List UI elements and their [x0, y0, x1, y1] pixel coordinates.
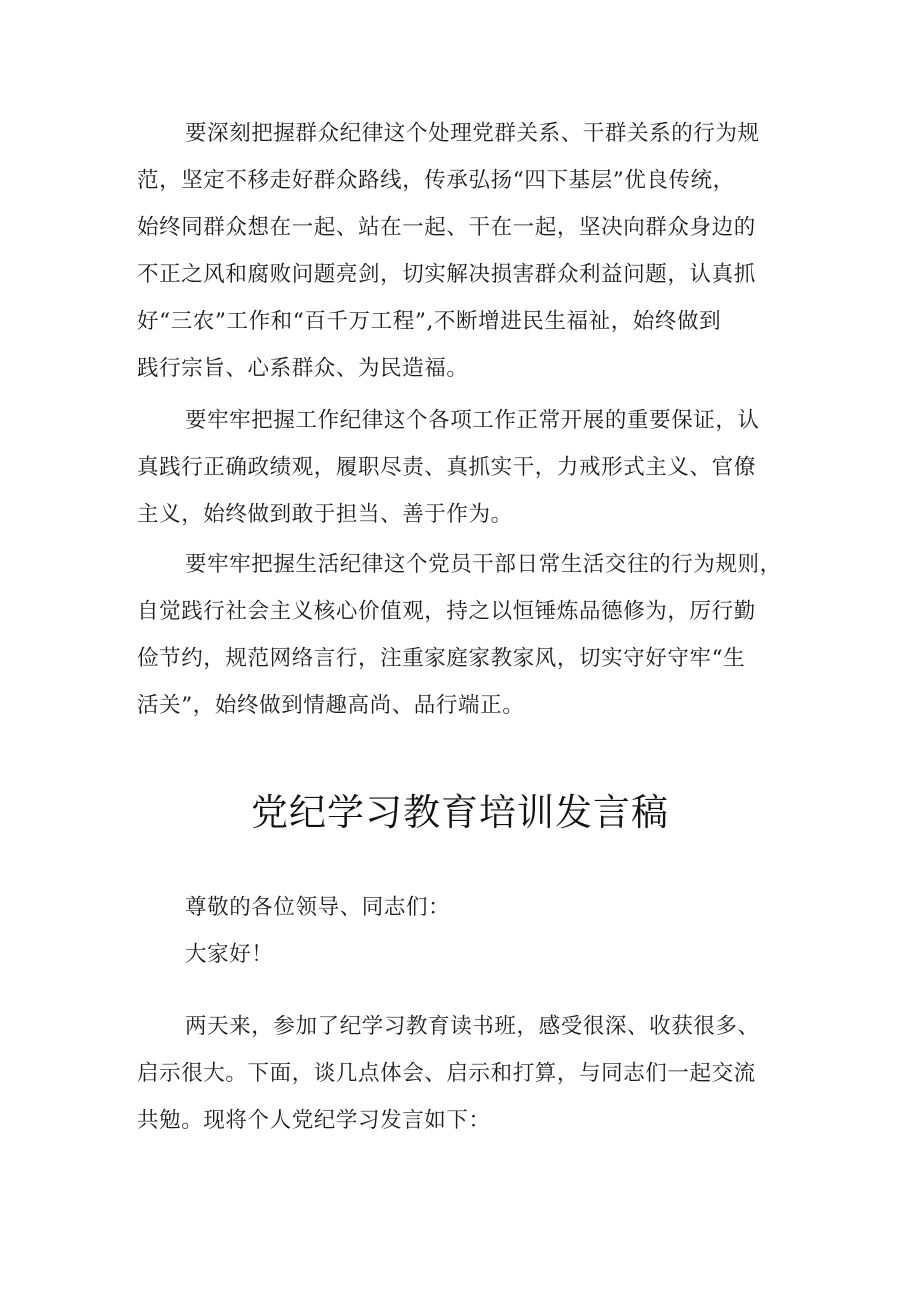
- greeting: 大家好！: [185, 942, 274, 967]
- paragraph-line: 真践行正确政绩观，履职尽责、真抓实干，力戒形式主义、官僚: [137, 455, 756, 480]
- paragraph-line: 要牢牢把握生活纪律这个党员干部日常生活交往的行为规则，: [185, 552, 782, 577]
- paragraph-line: 启示很大。下面，谈几点体会、启示和打算，与同志们一起交流: [137, 1061, 756, 1086]
- paragraph-line: 两天来，参加了纪学习教育读书班，感受很深、收获很多、: [185, 1014, 760, 1039]
- paragraph-line: 范，坚定不移走好群众路线，传承弘扬“四下基层”优良传统，: [137, 168, 735, 193]
- paragraph-line: 俭节约，规范网络言行，注重家庭家教家风，切实守好守牢“生: [137, 646, 746, 671]
- paragraph-line: 要深刻把握群众纪律这个处理党群关系、干群关系的行为规: [185, 121, 760, 146]
- salutation: 尊敬的各位领导、同志们：: [185, 895, 451, 920]
- paragraph-line: 自觉践行社会主义核心价值观，持之以恒锤炼品德修为，厉行勤: [137, 599, 756, 624]
- paragraph-line: 共勉。现将个人党纪学习发言如下：: [137, 1108, 491, 1133]
- paragraph-introduction: [137, 1003, 797, 1144]
- paragraph-line: 好“三农”工作和“百千万工程”,不断增进民生福祉，始终做到: [137, 309, 722, 334]
- paragraph-line: 活关”，始终做到情趣高尚、品行端正。: [137, 693, 525, 718]
- paragraph-line: 不正之风和腐败问题亮剑，切实解决损害群众利益问题，认真抓: [137, 262, 756, 287]
- paragraph-life-discipline: [137, 541, 797, 729]
- paragraph-work-discipline: [137, 397, 797, 538]
- paragraph-mass-discipline: [137, 110, 797, 392]
- paragraph-line: 主义，始终做到敢于担当、善于作为。: [137, 502, 513, 527]
- paragraph-line: 始终同群众想在一起、站在一起、干在一起，坚决向群众身边的: [137, 215, 756, 240]
- salutation-block: [137, 884, 797, 978]
- paragraph-line: 践行宗旨、心系群众、为民造福。: [137, 356, 469, 381]
- paragraph-line: 要牢牢把握工作纪律这个各项工作正常开展的重要保证，认: [185, 408, 760, 433]
- document-title: 党纪学习教育培训发言稿: [251, 791, 669, 834]
